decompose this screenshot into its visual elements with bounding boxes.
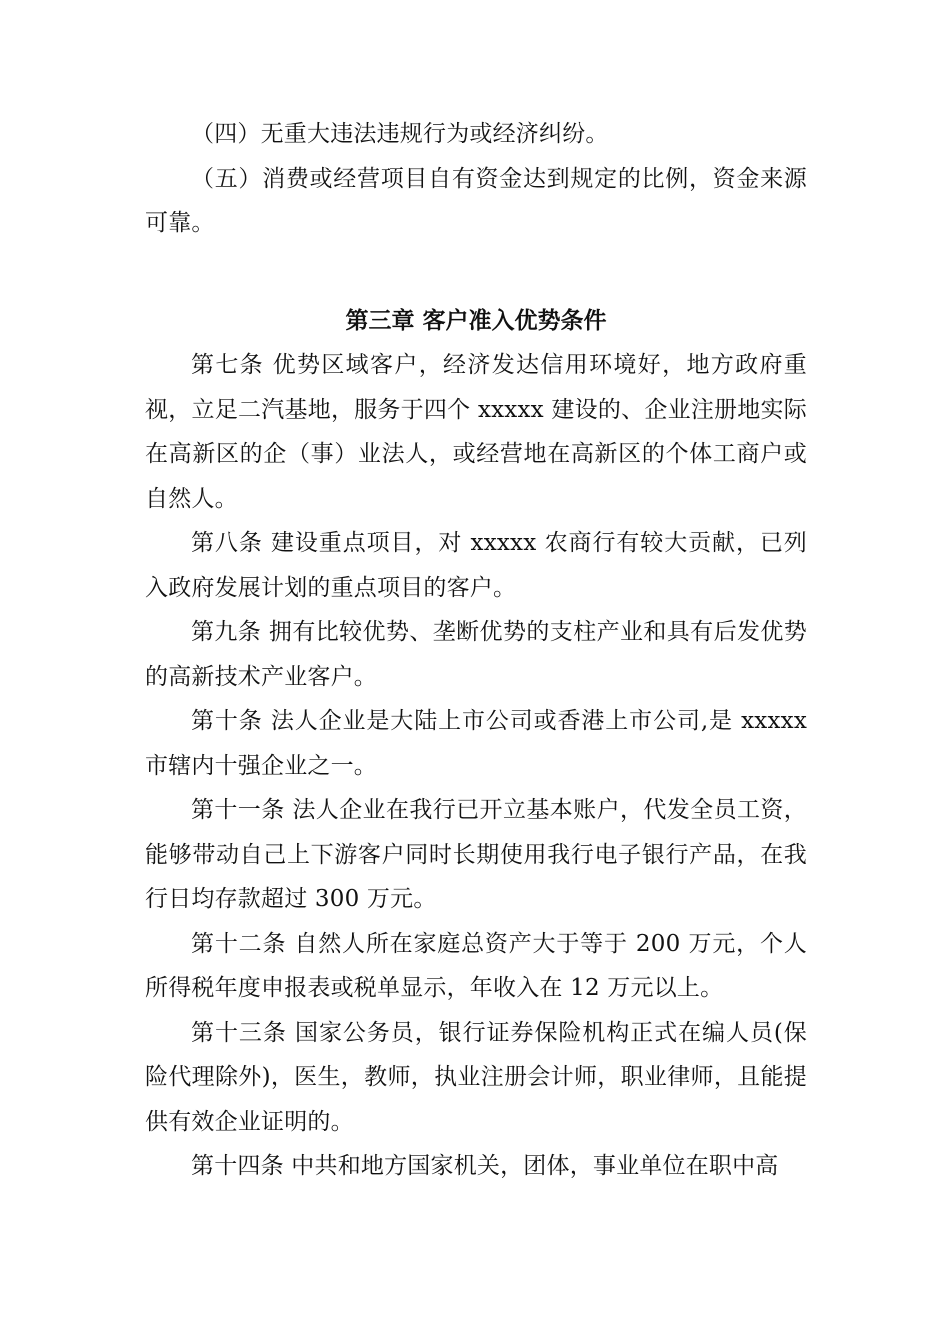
article-11: 第十一条 法人企业在我行已开立基本账户，代发全员工资，能够带动自己上下游客户同时长期使用我行电子银行产品，在我行日均存款超过 300 万元。 xyxy=(145,797,807,912)
article-13: 第十三条 国家公务员，银行证券保险机构正式在编人员(保险代理除外)，医生，教师，执业注册会计师，职业律师，且能提供有效企业证明的。 xyxy=(145,1019,807,1135)
article-7: 第七条 优势区域客户，经济发达信用环境好，地方政府重视，立足二汽基地，服务于四个 xxxxx 建设的、企业注册地实际在高新区的企（事）业法人，或经营地在高新区的个体工商户或自然人。 xyxy=(145,352,807,512)
document-body xyxy=(145,112,807,1189)
paragraph-item-4: （四）无重大违法违规行为或经济纠纷。 xyxy=(191,121,609,147)
chapter-heading: 第三章 客户准入优势条件 xyxy=(345,307,607,334)
article-10: 第十条 法人企业是大陆上市公司或香港上市公司,是 xxxxx 市辖内十强企业之一。 xyxy=(145,708,807,779)
article-14: 第十四条 中共和地方国家机关，团体，事业单位在职中高 xyxy=(191,1153,779,1179)
paragraph-item-5: （五）消费或经营项目自有资金达到规定的比例，资金来源可靠。 xyxy=(145,165,807,236)
article-12: 第十二条 自然人所在家庭总资产大于等于 200 万元，个人所得税年度申报表或税单显示，年收入在 12 万元以上。 xyxy=(145,930,807,1001)
article-8: 第八条 建设重点项目，对 xxxxx 农商行有较大贡献，已列入政府发展计划的重点项目的客户。 xyxy=(145,530,807,601)
article-9: 第九条 拥有比较优势、垄断优势的支柱产业和具有后发优势的高新技术产业客户。 xyxy=(145,619,807,690)
